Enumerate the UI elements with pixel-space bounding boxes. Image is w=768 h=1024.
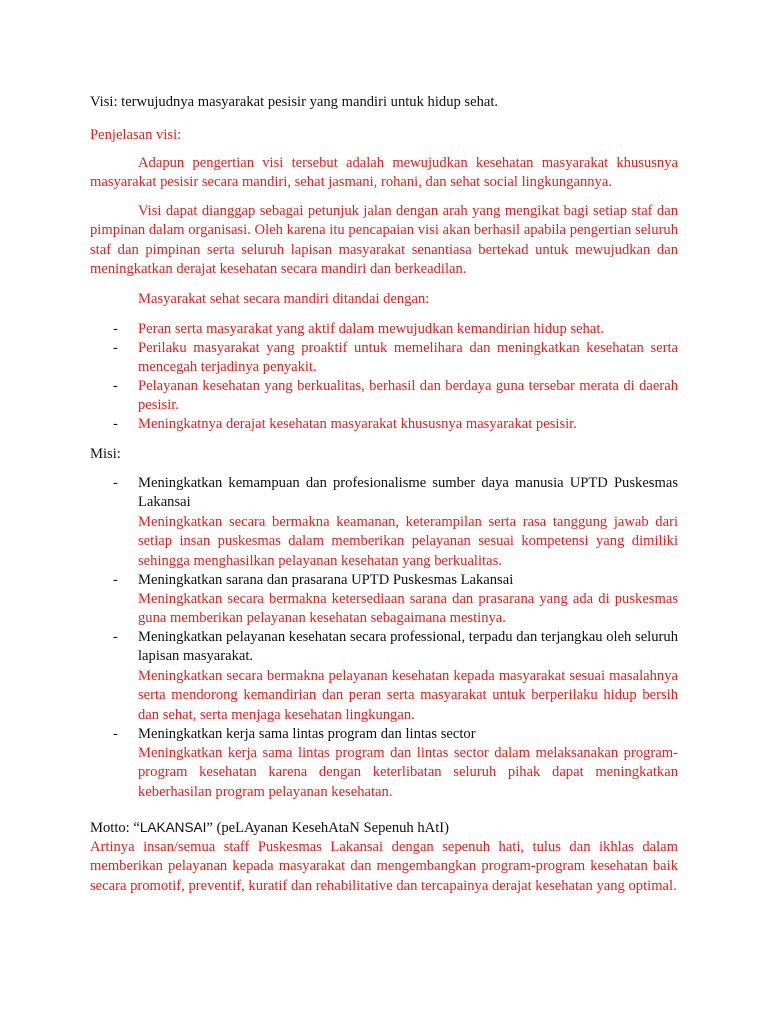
bullet-dash: - [113,475,118,491]
bullet-dash: - [113,340,118,356]
bullet-dash: - [113,416,118,432]
visi-bullet-item: Perilaku masyarakat yang proaktif untuk memelihara dan meningkatkan kesehatan serta mencegah terjadinya penyakit. [138,340,678,376]
motto-suffix: ” (peLAyanan KesehAtaN Sepenuh hAtI) [206,820,449,836]
motto-description: Artinya insan/semua staff Puskesmas Lakansai dengan sepenuh hati, tulus dan ikhlas dalam memberikan pelayanan kepada masyarakat dan mengembangkan program-program kesehatan baik secara promotif, preventif, kuratif dan rehabilitative dan tercapainya derajat kesehatan yang optimal. [90,839,678,894]
misi-item-description: Meningkatkan secara bermakna ketersediaan sarana dan prasarana yang ada di puskesmas guna memberikan pelayanan kesehatan sebagaimana mestinya. [138,591,678,627]
visi-explanation-paragraph-1: Adapun pengertian visi tersebut adalah mewujudkan kesehatan masyarakat khususnya masyarakat pesisir secara mandiri, sehat jasmani, rohani, dan sehat social lingkungannya. [90,155,678,191]
misi-item-description: Meningkatkan secara bermakna keamanan, keterampilan serta rasa tanggung jawab dari setiap insan puskesmas dalam memberikan pelayanan sesuai kompetensi yang dimiliki sehingga menghasilkan pelayanan kesehatan yang berkualitas. [138,514,678,569]
bullet-dash: - [113,378,118,394]
misi-item-title: Meningkatkan kerja sama lintas program dan lintas sector [138,726,476,742]
penjelasan-visi-label: Penjelasan visi: [90,127,182,143]
visi-bullet-item: Meningkatnya derajat kesehatan masyarakat khususnya masyarakat pesisir. [138,416,577,432]
visi-explanation-paragraph-3: Masyarakat sehat secara mandiri ditandai dengan: [138,291,430,307]
motto-line [90,818,680,838]
bullet-dash: - [113,629,118,645]
bullet-dash: - [113,321,118,337]
visi-bullet-item: Pelayanan kesehatan yang berkualitas, berhasil dan berdaya guna tersebar merata di daerah pesisir. [138,378,678,414]
visi-bullet-item: Peran serta masyarakat yang aktif dalam mewujudkan kemandirian hidup sehat. [138,321,605,337]
misi-item-title: Meningkatkan sarana dan prasarana UPTD Puskesmas Lakansai [138,572,514,588]
visi-explanation-paragraph-2: Visi dapat dianggap sebagai petunjuk jalan dengan arah yang mengikat bagi setiap staf dan pimpinan dalam organisasi. Oleh karena itu pencapaian visi akan berhasil apabila pengertian seluruh staf dan pimpinan serta seluruh lapisan masyarakat senantiasa bertekad untuk mewujudkan dan meningkatkan derajat kesehatan secara mandiri dan berkeadilan. [90,203,678,278]
bullet-dash: - [113,726,118,742]
misi-item-description: Meningkatkan secara bermakna pelayanan kesehatan kepada masyarakat sesuai masalahnya serta mendorong kemandirian dan peran serta masyarakat untuk berperilaku hidup bersih dan sehat, serta menjaga kesehatan lingkungan. [138,668,678,723]
misi-item-description: Meningkatkan kerja sama lintas program dan lintas sector dalam melaksanakan program-program kesehatan karena dengan keterlibatan seluruh pihak dapat meningkatkan keberhasilan program pelayanan kesehatan. [138,745,678,800]
motto-prefix: Motto: “ [90,820,140,836]
misi-item-title: Meningkatkan pelayanan kesehatan secara professional, terpadu dan terjangkau oleh seluruh lapisan masyarakat. [138,629,678,665]
misi-label: Misi: [90,446,121,462]
bullet-dash: - [113,572,118,588]
visi-statement: Visi: terwujudnya masyarakat pesisir yang mandiri untuk hidup sehat. [90,94,499,110]
motto-name: LAKANSAI [139,820,207,835]
misi-item-title: Meningkatkan kemampuan dan profesionalisme sumber daya manusia UPTD Puskesmas Lakansai [138,475,678,511]
